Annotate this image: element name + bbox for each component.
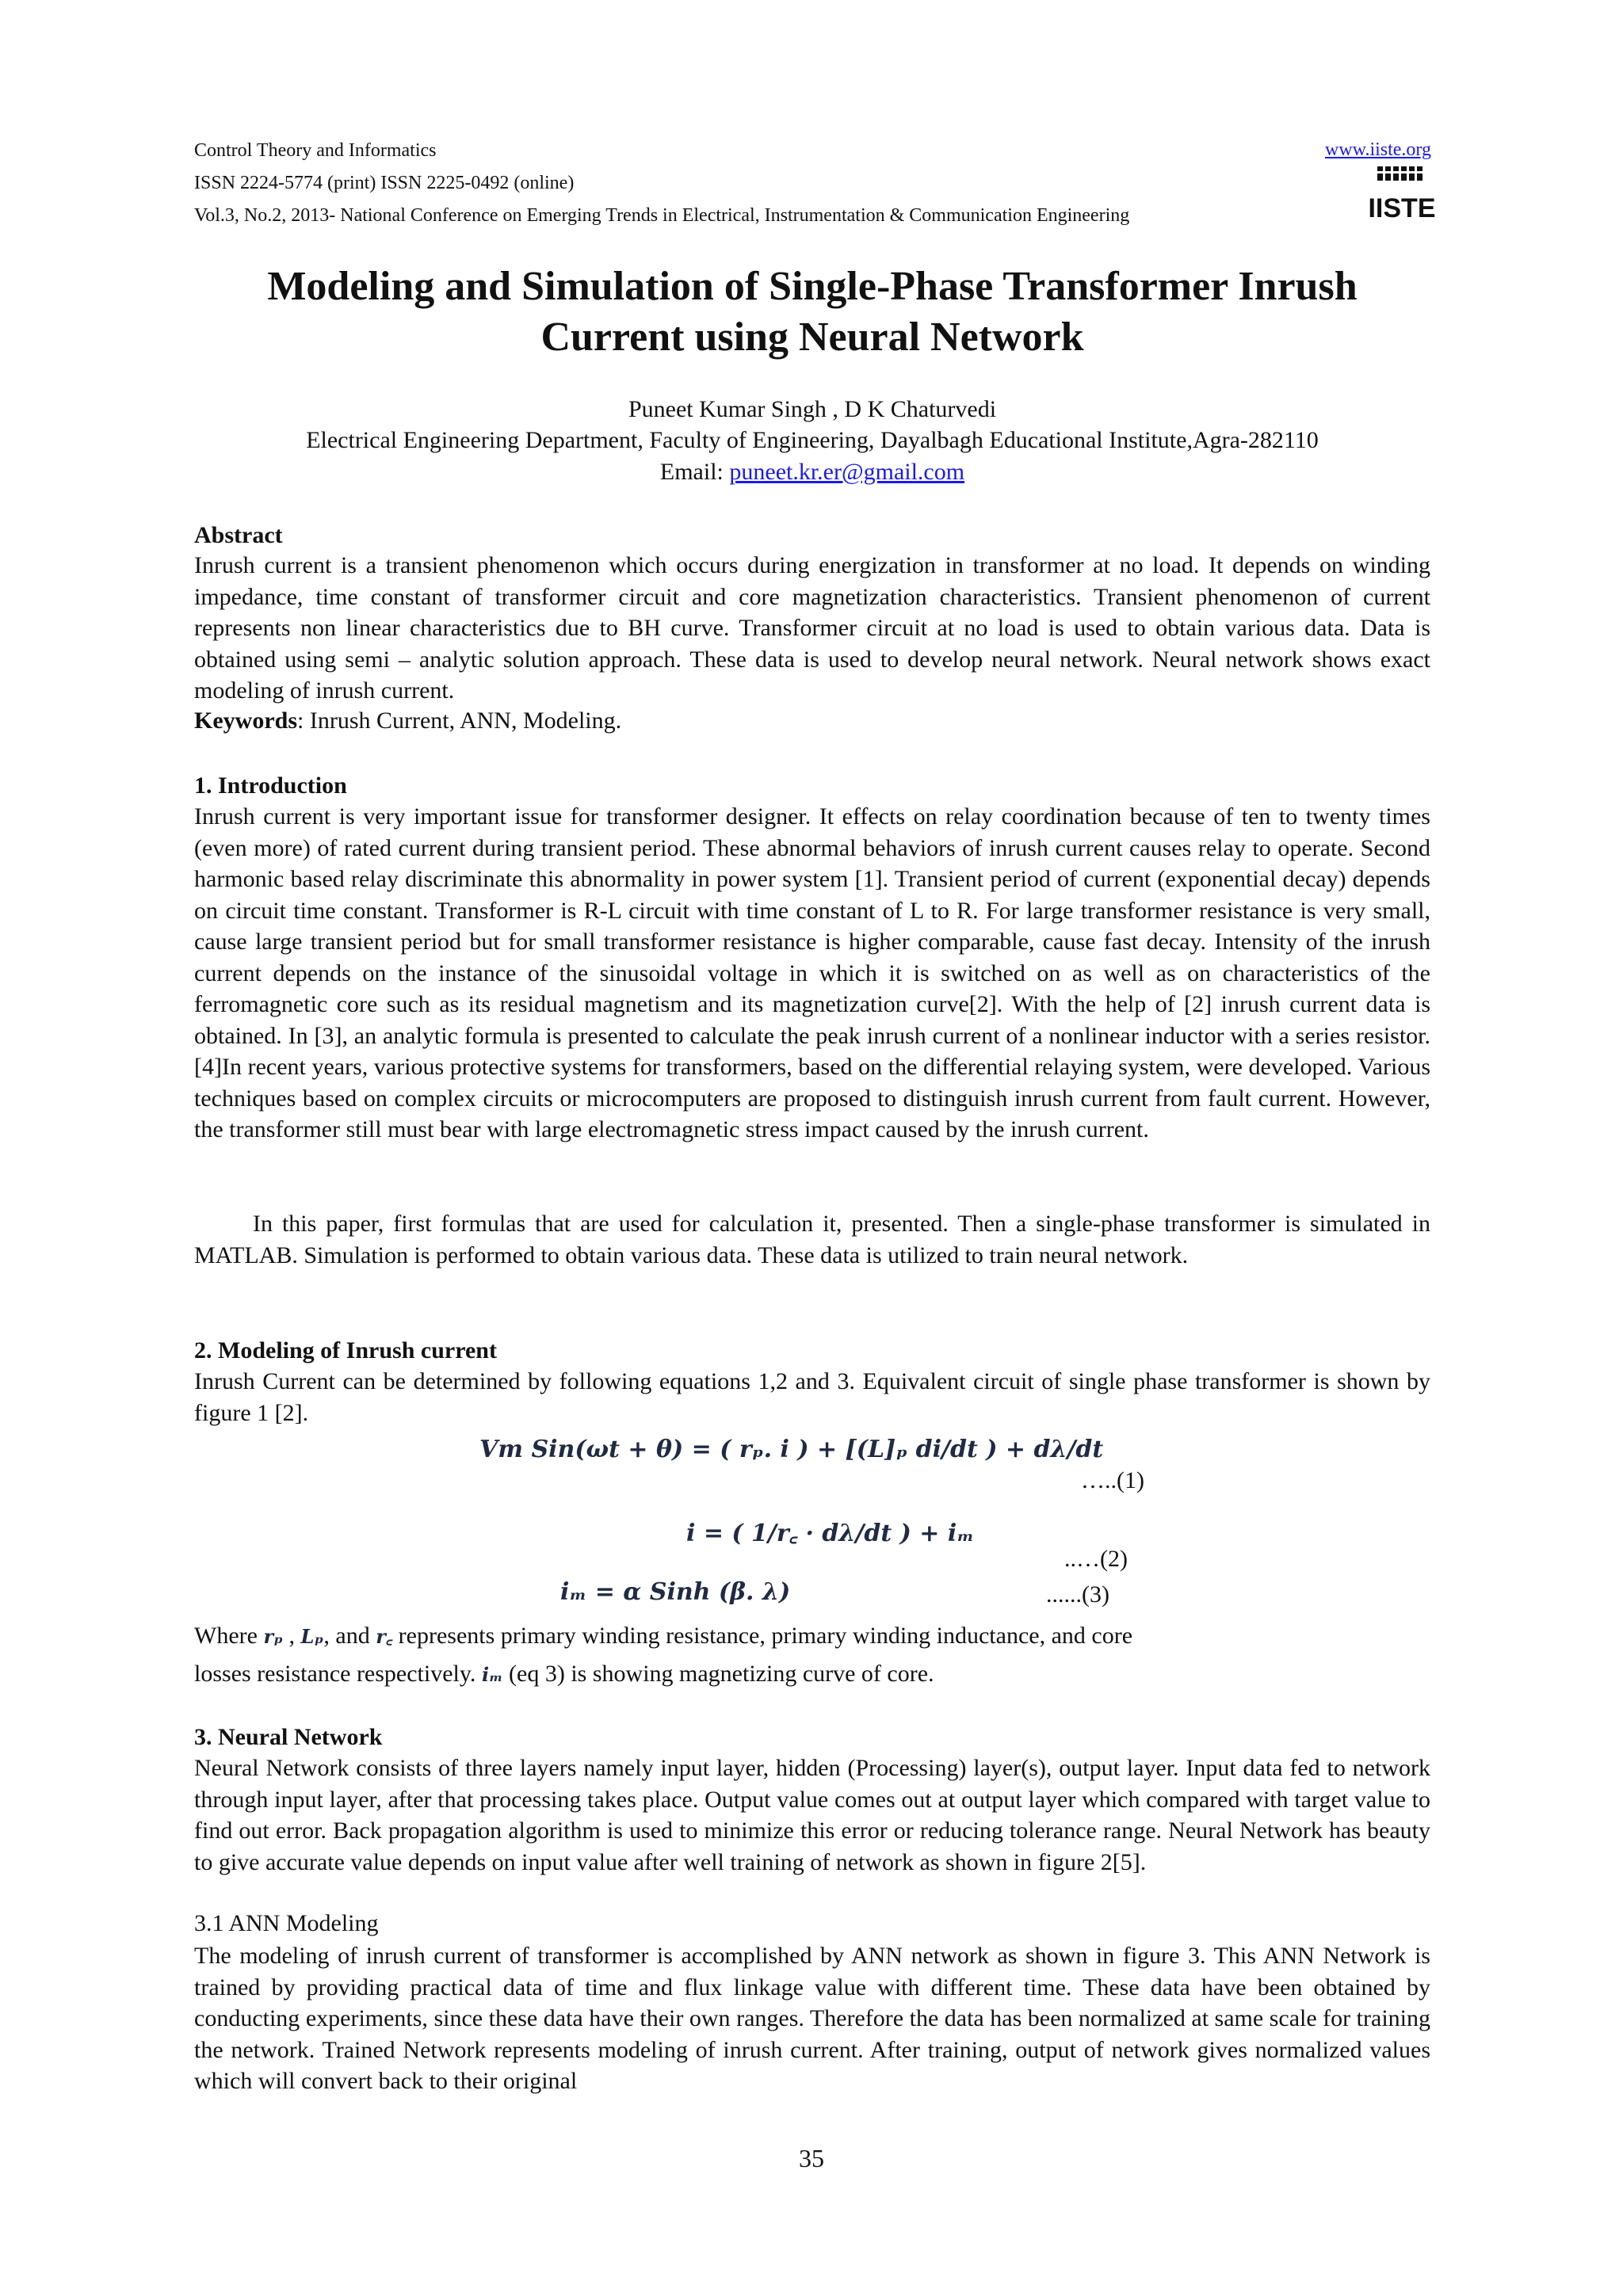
page-number: 35: [799, 2144, 824, 2172]
equation-1-number: …..(1): [1081, 1467, 1144, 1493]
journal-name: Control Theory and Informatics: [194, 140, 437, 161]
section-1-para-1: Inrush current is very important issue for transformer designer. It effects on relay coordination because of ten to twenty times (even more) of rated current during transient period. These abnormal behaviors of inrush current causes relay to operate. Second harmonic based relay discriminate this abnormality in power system [1]. Transient period of current (exponential decay) depends on circuit time constant. Transformer is R-L circuit with time constant of L to R. For large transformer resistance is very small, cause large transient period but for small transformer resistance is higher comparable, cause fast decay. Intensity of the inrush current depends on the instance of the sinusoidal voltage in which it is switched on as well as on characteristics of the ferromagnetic core such as its residual magnetism and its magnetization curve[2]. With the help of [2] inrush current data is obtained. In [3], an analytic formula is presented to calculate the peak inrush current of a nonlinear inductor with a series resistor. [4]In recent years, various protective systems for transformers, based on the differential relaying system, were developed. Various techniques based on complex circuits or microcomputers are proposed to distinguish inrush current from fault current. However, the transformer still must bear with large electromagnetic stress impact caused by the inrush current.: [194, 803, 1430, 1142]
authors: Puneet Kumar Singh , D K Chaturvedi: [628, 396, 997, 422]
affiliation: Electrical Engineering Department, Faculty of Engineering, Dayalbagh Educational Institute,Agra-282110: [306, 427, 1319, 453]
section-2-intro: Inrush Current can be determined by following equations 1,2 and 3. Equivalent circuit of single phase transformer is shown by figure 1 [2].: [194, 1368, 1430, 1426]
section-3-para-1: Neural Network consists of three layers namely input layer, hidden (Processing) layer(s), output layer. Input data fed to network through input layer, after that processing takes place. Output value comes out at output layer which compared with target value to find out error. Back propagation algorithm is used to minimize this error or reducing tolerance range. Neural Network has beauty to give accurate value depends on input value after well training of network as shown in figure 2[5].: [194, 1755, 1430, 1875]
equation-3: iₘ = α Sinh (β. λ): [560, 1578, 791, 1606]
journal-website-link[interactable]: www.iiste.org: [1325, 139, 1431, 160]
section-3-para-2: The modeling of inrush current of transformer is accomplished by ANN network as shown in figure 3. This ANN Network is trained by providing practical data of time and flux linkage value with different time. These data have been obtained by conducting experiments, since these data have their own ranges. Therefore the data has been normalized at same scale for training the network. Trained Network represents modeling of inrush current. After training, output of network gives normalized values which will convert back to their original: [194, 1943, 1430, 2094]
section-3-1-heading: 3.1 ANN Modeling: [194, 1910, 379, 1936]
abstract-heading: Abstract: [194, 522, 283, 548]
equation-2: i = ( 1/r꜀ · dλ/dt ) + iₘ: [686, 1520, 975, 1547]
symbol-rc: r꜀: [376, 1625, 393, 1648]
section-2-heading: 2. Modeling of Inrush current: [194, 1337, 497, 1363]
section-1-para-2: In this paper, first formulas that are used for calculation it, presented. Then a single-phase transformer is simulated in MATLAB. Simulation is performed to obtain various data. These data is utilized to train neural network.: [194, 1211, 1430, 1268]
email-line: Email: puneet.kr.er@gmail.com: [659, 459, 965, 485]
equation-1: Vm Sin(ωt + θ) = ( rₚ. i ) + [(L]ₚ di/dt ) + dλ/dt: [479, 1436, 1104, 1463]
section-1-heading: 1. Introduction: [194, 772, 347, 799]
symbol-im: iₘ: [481, 1663, 503, 1686]
svg-text:IISTE: IISTE: [1368, 193, 1436, 223]
losses-line: losses resistance respectively. iₘ (eq 3) is showing magnetizing curve of core.: [194, 1659, 934, 1690]
section-3-heading: 3. Neural Network: [194, 1724, 383, 1750]
volume-line: Vol.3, No.2, 2013- National Conference on Emerging Trends in Electrical, Instrumentation & Communication Engineering: [194, 205, 1130, 226]
symbol-lp: Lₚ: [300, 1625, 324, 1648]
keywords-line: Keywords: Inrush Current, ANN, Modeling.: [194, 707, 622, 734]
issn-line: ISSN 2224-5774 (print) ISSN 2225-0492 (online): [194, 173, 575, 193]
equation-2-number: ..…(2): [1064, 1546, 1128, 1572]
paper-title: Modeling and Simulation of Single-Phase Transformer Inrush Current using Neural Network: [267, 264, 1358, 360]
abstract-body: Inrush current is a transient phenomenon which occurs during energization in transformer at no load. It depends on winding impedance, time constant of transformer circuit and core magnetization characteristics. Transient phenomenon of current represents non linear characteristics due to BH curve. Transformer circuit at no load is used to obtain various data. Data is obtained using semi – analytic solution approach. These data is used to develop neural network. Neural network shows exact modeling of inrush current.: [194, 552, 1430, 704]
equation-3-number: ......(3): [1046, 1581, 1109, 1608]
iiste-logo: [1368, 165, 1436, 223]
email-link[interactable]: puneet.kr.er@gmail.com: [729, 459, 965, 485]
symbol-rp: rₚ: [263, 1625, 284, 1648]
where-line: Where rₚ , Lₚ, and r꜀ represents primary winding resistance, primary winding inductance, and core: [194, 1621, 1132, 1652]
